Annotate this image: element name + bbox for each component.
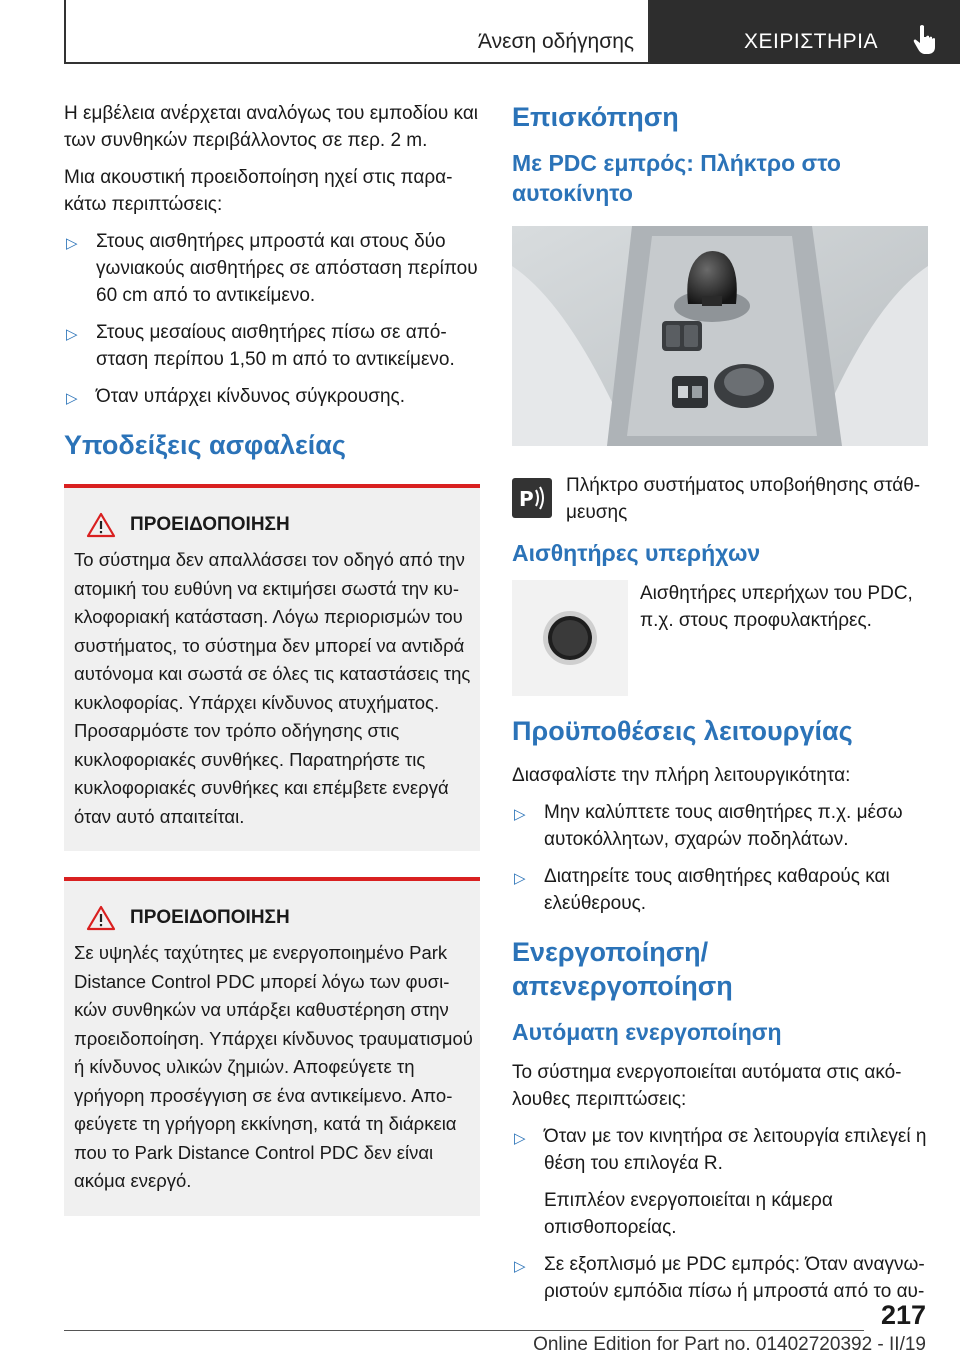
parking-assistant-button-icon [512, 478, 552, 518]
triangle-bullet-icon: ▷ [66, 326, 78, 343]
sensors-block [512, 580, 928, 696]
hand-pointer-icon [908, 22, 942, 56]
triangle-bullet-icon: ▷ [66, 390, 78, 407]
acoustic-warning-list [64, 228, 480, 410]
ultrasonic-sensor-icon [540, 608, 600, 668]
sensors-heading: Αισθητήρες υπερήχων [512, 540, 761, 566]
header-section-tab [64, 0, 650, 64]
acoustic-warning-paragraph: Μια ακουστική προειδοποίηση ηχεί στις παρακάτω περιπτώσεις: [64, 167, 453, 215]
pdc-button-caption: Πλήκτρο συστήματος υποβοήθησης στάθμευσης [566, 475, 921, 523]
list-item: ▷ Όταν υπάρχει κίνδυνος σύγκρουσης. [64, 383, 480, 410]
overview-heading: Επισκόπηση [512, 102, 679, 132]
warning-box [64, 877, 480, 1216]
requirements-heading: Προϋποθέσεις λειτουργίας [512, 716, 853, 746]
header-section-title: Άνεση οδήγησης [478, 30, 634, 53]
svg-text:P: P [519, 487, 534, 511]
safety-heading: Υποδείξεις ασφαλείας [64, 430, 346, 460]
footer-divider [64, 1330, 864, 1331]
list-item: ▷ Στους μεσαίους αισθητήρες πίσω σε απόσταση περίπου 1,50 m από το αντικείμενο. [66, 322, 455, 370]
auto-activation-intro: Το σύστημα ενεργοποιείται αυτόματα στις ακόλουθες περιπτώσεις: [512, 1062, 902, 1110]
triangle-bullet-icon: ▷ [514, 1130, 526, 1147]
list-item: ▷ Μην καλύπτετε τους αισθητήρες π.χ. μέσω αυτοκόλλητων, σχαρών ποδηλάτων. [514, 802, 903, 850]
page-header [64, 0, 960, 64]
pdc-button-legend [512, 472, 928, 526]
warning-box [64, 484, 480, 851]
footer-edition: Online Edition for Part no. 01402720392 - II/19 [533, 1334, 926, 1355]
activation-heading: Ενεργοποίηση/απενεργοποίηση [512, 937, 733, 1001]
warning-triangle-icon [86, 512, 116, 538]
triangle-bullet-icon: ▷ [66, 235, 78, 252]
header-chapter-title: ΧΕΙΡΙΣΤΗΡΙΑ [744, 30, 879, 53]
list-item-note: Επιπλέον ενεργοποιείται η κάμερα οπισθοπορείας. [544, 1190, 833, 1238]
header-chapter-tab [650, 0, 960, 64]
warning-text: Το σύστημα δεν απαλλάσσει τον οδηγό από την ατομική του ευθύνη να εκτιμήσει σωστά την κυκλοφοριακή κατάσταση. Λόγω περιορισμών του συστήματος, το σύστημα δεν μπορεί να αντιδρά αυτόνομα και σωστά σε όλες τις καταστάσεις της κυκλοφορίας. Υπάρχει κίνδυνος ατυχήματος. Προσαρμόστε τον τρόπο οδήγησης στις κυκλοφοριακές συνθήκες. Παρατηρήστε τις κυκλοφοριακές συνθήκες και επέμβετε ενεργά όταν αυτό απαιτείται. [74, 549, 471, 827]
auto-activation-list [512, 1123, 928, 1305]
auto-activation-heading: Αυτόματη ενεργοποίηση [512, 1019, 782, 1045]
button-heading: Με PDC εμπρός: Πλήκτρο στο αυτοκίνητο [512, 150, 841, 206]
triangle-bullet-icon: ▷ [514, 1258, 526, 1275]
ultrasonic-sensor-image [512, 580, 628, 696]
range-paragraph: Η εμβέλεια ανέρχεται αναλόγως του εμποδίου και των συνθηκών περιβάλλοντος σε περ. 2 m. [64, 103, 479, 151]
list-item: ▷ Όταν με τον κινητήρα σε λειτουργία επιλεγεί η θέση του επιλογέα R. Επιπλέον ενεργοποιείται η κάμερα οπισθοπορείας. [512, 1123, 928, 1241]
sensors-text: Αισθητήρες υπερήχων του PDC, π.χ. στους προφυλακτήρες. [640, 583, 913, 631]
left-column [64, 100, 480, 1216]
triangle-bullet-icon: ▷ [514, 806, 526, 823]
warning-title: ΠΡΟΕΙΔΟΠΟΙΗΣΗ [130, 907, 290, 928]
triangle-bullet-icon: ▷ [514, 870, 526, 887]
list-item: ▷ Διατηρείτε τους αισθητήρες καθαρούς και ελεύθερους. [514, 866, 890, 914]
right-column [512, 100, 928, 1315]
warning-title: ΠΡΟΕΙΔΟΠΟΙΗΣΗ [130, 514, 290, 535]
list-item: ▷ Στους αισθητήρες μπροστά και στους δύο γωνιακούς αισθητήρες σε απόσταση περίπου 60 cm από το αντικείμενο. [66, 231, 478, 306]
list-item: ▷ Σε εξοπλισμό με PDC εμπρός: Όταν αναγνωριστούν εμπόδια πίσω ή μπροστά από το αυ- [514, 1254, 925, 1302]
requirements-list [512, 799, 928, 917]
requirements-intro: Διασφαλίστε την πλήρη λειτουργικότητα: [512, 765, 851, 786]
warning-triangle-icon [86, 905, 116, 931]
warning-text: Σε υψηλές ταχύτητες με ενεργοποιημένο Park Distance Control PDC μπορεί λόγω των φυσικών συνθηκών να υπάρξει καθυστέρηση στην προειδοποίηση. Υπάρχει κίνδυνος τραυματισμού ή κίνδυνος υλικών ζημιών. Αποφεύγετε τη γρήγορη προσέγγιση σε ένα αντικείμενο. Αποφεύγετε τη γρήγορη εκκίνηση, κατά τη διάρκεια που το Park Distance Control PDC δεν είναι ακόμα ενεργό. [74, 942, 473, 1191]
center-console-photo [512, 226, 928, 446]
page-number: 217 [880, 1300, 926, 1330]
